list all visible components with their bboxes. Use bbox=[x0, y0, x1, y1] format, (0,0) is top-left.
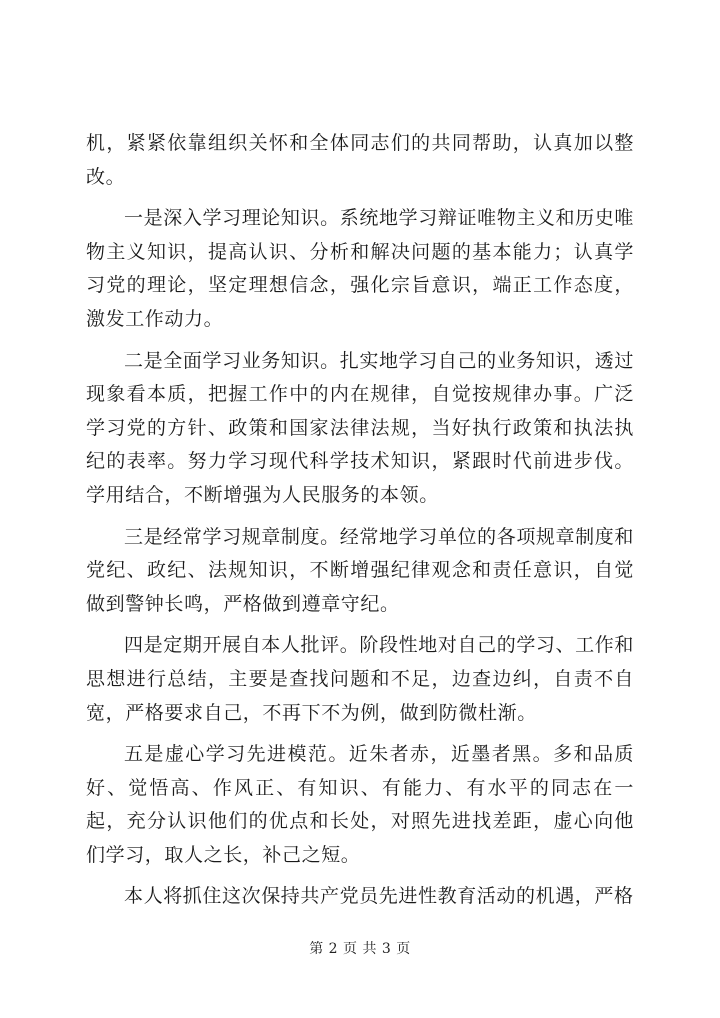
page-number-footer: 第 2 页 共 3 页 bbox=[309, 941, 411, 957]
paragraph-continuation: 机，紧紧依靠组织关怀和全体同志们的共同帮助，认真加以整改。 bbox=[86, 132, 634, 188]
paragraph-self-criticism: 四是定期开展自本人批评。阶段性地对自己的学习、工作和思想进行总结，主要是查找问题和不足，边查边纠，自责不自宽，严格要求自己，不再下不为例，做到防微杜渐。 bbox=[86, 634, 634, 724]
paragraph-rules-study: 三是经常学习规章制度。经常地学习单位的各项规章制度和党纪、政纪、法规知识，不断增强纪律观念和责任意识，自觉做到警钟长鸣，严格做到遵章守纪。 bbox=[86, 525, 634, 615]
paragraph-role-models: 五是虚心学习先进模范。近朱者赤，近墨者黑。多和品质好、觉悟高、作风正、有知识、有能力、有水平的同志在一起，充分认识他们的优点和长处，对照先进找差距，虚心向他们学习，取人之长，补己之短。 bbox=[86, 743, 634, 866]
paragraph-closing: 本人将抓住这次保持共产党员先进性教育活动的机遇，严格 bbox=[124, 885, 634, 908]
paragraph-business-study: 二是全面学习业务知识。扎实地学习自己的业务知识，透过现象看本质，把握工作中的内在规律，自觉按规律办事。广泛学习党的方针、政策和国家法律法规，当好执行政策和执法执纪的表率。努力学习现代科学技术知识，紧跟时代前进步伐。学用结合，不断增强为人民服务的本领。 bbox=[86, 349, 634, 506]
document-body bbox=[86, 127, 634, 914]
paragraph-theory-study: 一是深入学习理论知识。系统地学习辩证唯物主义和历史唯物主义知识，提高认识、分析和解决问题的基本能力；认真学习党的理论，坚定理想信念，强化宗旨意识，端正工作态度，激发工作动力。 bbox=[86, 207, 634, 330]
